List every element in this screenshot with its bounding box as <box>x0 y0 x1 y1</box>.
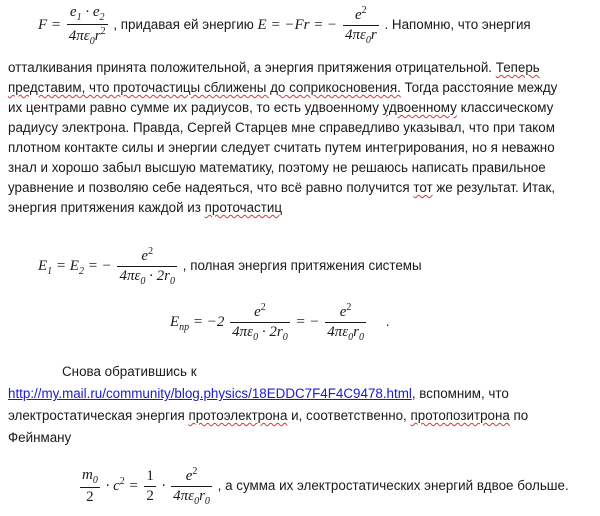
mass-fraction: $\frac{m_0}{2}$ <box>82 467 98 505</box>
formula-total-energy: $E_{пр} = -2$ $\frac{e^2}{4\pi\varepsilon_0 \cdot 2r_0}$ = − $\frac{e^2}{4\pi\varepsilon_0r_0}$ . <box>170 302 390 343</box>
formula-feynman: $\frac{m_0}{2}$ · $c^2$ = $\frac{1}{2}$ · $\frac{e^2}{4\pi\varepsilon_0r_0}$ , а сумма их электростатических энергий вдвое больше. <box>82 466 569 507</box>
attraction-fraction: $\frac{e^2}{4\pi\varepsilon_0 \cdot 2r_0}$ <box>119 246 175 287</box>
paragraph1-line6: знал и хорошо забыл высшую математику, поэтому не решаюсь написать правильное <box>8 160 546 175</box>
paragraph1-line3: их центрами равно сумме их радиусов, то есть удвоенному удвоенному классическому <box>8 100 554 115</box>
blog-link[interactable]: http://my.mail.ru/community/blog.physics/18EDDC7F4F4C9478.html <box>8 386 412 401</box>
coulomb-fraction: $\frac{e_1 \cdot e_2}{4\pi\varepsilon_0r^2}$ <box>68 4 106 47</box>
formula2-tail: , полная энергия притяжения системы <box>182 257 422 273</box>
paragraph2-line3: электростатическая энергия протоэлектрона и, соответственно, протопозитрона по <box>8 408 529 423</box>
paragraph2-line4: Фейнману <box>8 430 72 445</box>
formula4-tail: , а сумма их электростатических энергий вдвое больше. <box>217 477 569 493</box>
formula1-text: , придавая ей энергию <box>113 16 254 32</box>
formula1-tail: . Напомню, что энергия <box>384 16 531 32</box>
formula-force-energy <box>38 4 531 47</box>
paragraph1-line7: уравнение и позволяю себе надеяться, что всё равно получится тот же результат. Итак, <box>8 180 556 195</box>
paragraph1-line5: плотном контакте силы и энергии следует считать путем интегрирования, но я неважно <box>8 140 555 155</box>
paragraph1-line8: энергия притяжения каждой из проточастиц <box>8 200 283 215</box>
half-fraction: $\frac{1}{2}$ <box>146 468 154 504</box>
paragraph1-line1: отталкивания принята положительной, а энергия притяжения отрицательной. Теперь <box>8 60 540 75</box>
force-lhs: F = <box>38 16 62 33</box>
paragraph1-line2: представим, что проточастицы сближены до соприкосновения. Тогда расстояние между <box>8 80 558 95</box>
feynman-fraction: $\frac{e^2}{4\pi\varepsilon_0r_0}$ <box>173 466 210 507</box>
total-fraction-2: $\frac{e^2}{4\pi\varepsilon_0r_0}$ <box>327 302 364 343</box>
paragraph1-line4: радиусу электрона. Правда, Сергей Старцев мне справедливо указывал, что при таком <box>8 120 555 135</box>
paragraph2-line1: Снова обратившись к <box>62 364 197 379</box>
energy-expr: E = −Fr = − <box>257 16 338 33</box>
energy-fraction: $\frac{e^2}{4\pi\varepsilon_0r}$ <box>344 5 377 46</box>
paragraph2-line2: http://my.mail.ru/community/blog.physics/18EDDC7F4F4C9478.html, вспомним, что <box>8 386 509 401</box>
formula-attraction-energy: $E_1 = E_2$ = − $\frac{e^2}{4\pi\varepsilon_0 \cdot 2r_0}$ , полная энергия притяжения системы <box>38 246 422 287</box>
total-fraction-1: $\frac{e^2}{4\pi\varepsilon_0 \cdot 2r_0}$ <box>232 302 288 343</box>
